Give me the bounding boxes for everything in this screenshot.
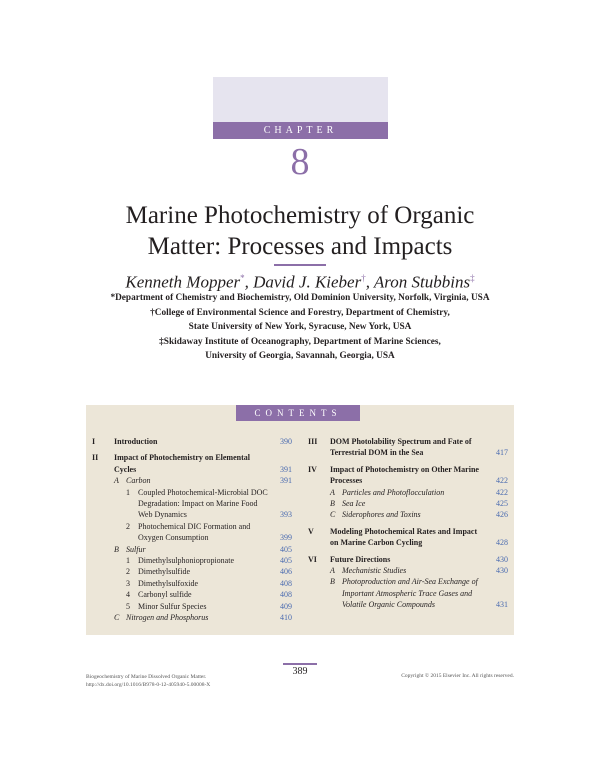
toc-entry-title: Impact of Photochemistry on Elemental Cycles <box>114 453 250 474</box>
toc-entry[interactable] <box>308 576 508 610</box>
toc-entry-title: Dimethylsulfide <box>138 567 190 577</box>
toc-entry-number: 5 <box>126 601 130 611</box>
toc-entry[interactable] <box>308 464 508 487</box>
toc-entry-page[interactable]: 405 <box>280 544 292 554</box>
affiliation-line: State University of New York, Syracuse, New York, USA <box>188 322 412 332</box>
toc-entry[interactable] <box>308 498 508 509</box>
affiliation-line: ‡Skidaway Institute of Oceanography, Department of Marine Sciences, <box>159 336 441 347</box>
chapter-number: 8 <box>290 141 310 183</box>
toc-entry-number: VI <box>308 554 317 564</box>
toc-entry-page[interactable]: 425 <box>496 499 508 509</box>
affiliation-line: †College of Environmental Science and Forestry, Department of Chemistry, <box>150 307 450 318</box>
author-list: Kenneth Mopper*, David J. Kieber†, Aron Stubbins‡ <box>125 272 475 292</box>
toc-entry-title: Coupled Photochemical-Microbial DOC Degradation: Impact on Marine Food Web Dynamics <box>138 487 268 520</box>
toc-entry-number: II <box>92 453 99 463</box>
affiliations <box>30 291 570 364</box>
toc-entry-page[interactable]: 430 <box>496 566 508 576</box>
toc-entry-number: B <box>330 577 335 587</box>
toc-entry-number: 2 <box>126 521 130 531</box>
title-line-2: Matter: Processes and Impacts <box>147 233 453 260</box>
toc-entry-title: DOM Photolability Spectrum and Fate of Terrestrial DOM in the Sea <box>330 437 472 458</box>
toc-entry-page[interactable]: 428 <box>496 538 508 548</box>
toc-entry-page[interactable]: 405 <box>280 556 292 566</box>
toc-entry[interactable] <box>308 554 508 565</box>
toc-entry[interactable] <box>92 475 292 486</box>
toc-entry-page[interactable]: 391 <box>280 476 292 486</box>
author-name: David J. Kieber <box>253 272 362 292</box>
toc-entry-title: Sea Ice <box>342 499 366 509</box>
toc-entry[interactable] <box>308 565 508 576</box>
toc-entry-page[interactable]: 409 <box>280 601 292 611</box>
toc-entry-number: A <box>114 476 119 486</box>
footer-citation <box>86 673 210 689</box>
toc-entry-number: C <box>330 510 336 520</box>
toc-left-column <box>92 436 292 624</box>
toc-entry-page[interactable]: 393 <box>280 510 292 520</box>
toc-entry-page[interactable]: 390 <box>280 437 292 446</box>
toc-entry[interactable] <box>92 487 292 521</box>
page-number-rule <box>283 663 317 665</box>
toc-entry-title: Nitrogen and Phosphorus <box>126 613 209 623</box>
toc-entry-title: Modeling Photochemical Rates and Impact on Marine Carbon Cycling <box>330 526 478 548</box>
toc-entry[interactable] <box>92 452 292 475</box>
toc-entry-title: Sulfur <box>126 544 146 554</box>
toc-entry-number: III <box>308 437 318 446</box>
toc-entry[interactable] <box>92 436 292 447</box>
toc-entry-title: Photoproduction and Air-Sea Exchange of Important Atmospheric Trace Gases and Volatile Organic Compounds <box>342 577 478 610</box>
contents-label: CONTENTS <box>236 405 360 421</box>
author-name: Aron Stubbins <box>373 272 471 292</box>
toc-entry-title: Particles and Photoflocculation <box>342 487 445 497</box>
toc-entry-number: 1 <box>126 556 130 566</box>
author-mark: † <box>361 273 366 283</box>
toc-entry-number: 2 <box>126 567 130 577</box>
footer-doi[interactable]: http://dx.doi.org/10.1016/B978-0-12-405940-5.00008-X <box>86 682 211 688</box>
toc-entry-number: B <box>330 499 335 509</box>
toc-entry[interactable] <box>308 509 508 520</box>
toc-entry[interactable] <box>308 526 508 549</box>
toc-entry-page[interactable]: 422 <box>496 487 508 497</box>
affiliation-line: *Department of Chemistry and Biochemistry, Old Dominion University, Norfolk, Virginia, USA <box>110 293 490 303</box>
toc-entry-number: A <box>330 566 335 576</box>
toc-entry-title: Dimethylsulphoniopropionate <box>138 556 234 566</box>
toc-entry-title: Siderophores and Toxins <box>342 510 421 520</box>
toc-entry-number: 3 <box>126 578 130 588</box>
toc-entry-number: 4 <box>126 590 130 600</box>
toc-entry-page[interactable]: 426 <box>496 510 508 520</box>
toc-entry[interactable] <box>308 487 508 498</box>
toc-entry-title: Photochemical DIC Formation and Oxygen Consumption <box>138 521 251 543</box>
toc-entry-title: Introduction <box>114 437 158 446</box>
toc-entry-number: C <box>114 613 120 623</box>
toc-right-column <box>308 436 508 611</box>
toc-entry[interactable] <box>308 436 508 459</box>
toc-entry[interactable] <box>92 521 292 544</box>
title-rule <box>274 264 326 266</box>
footer-copyright: Copyright © 2015 Elsevier Inc. All rights reserved. <box>401 673 514 679</box>
toc-entry-page[interactable]: 399 <box>280 533 292 543</box>
toc-entry-page[interactable]: 431 <box>496 600 508 610</box>
toc-entry-title: Minor Sulfur Species <box>138 601 207 611</box>
toc-entry-page[interactable]: 408 <box>280 590 292 600</box>
page-number: 389 <box>292 666 308 677</box>
toc-entry-number: B <box>114 544 119 554</box>
toc-entry-number: 1 <box>126 487 130 497</box>
toc-entry-title: Dimethylsulfoxide <box>138 578 198 588</box>
author-name: Kenneth Mopper <box>125 272 241 292</box>
chapter-label: CHAPTER <box>213 122 388 139</box>
toc-entry-page[interactable]: 430 <box>496 554 508 564</box>
toc-entry-title: Impact of Photochemistry on Other Marine Processes <box>330 464 479 486</box>
toc-entry-title: Carbonyl sulfide <box>138 590 192 600</box>
footer-book: Biogeochemistry of Marine Dissolved Organic Matter. <box>86 674 207 680</box>
toc-entry-number: V <box>308 526 314 536</box>
toc-entry-page[interactable]: 408 <box>280 578 292 588</box>
toc-entry-page[interactable]: 391 <box>280 464 292 474</box>
author-mark: ‡ <box>470 273 475 283</box>
toc-entry-number: A <box>330 487 335 497</box>
toc-entry-title: Mechanistic Studies <box>342 566 407 576</box>
toc-entry[interactable] <box>92 601 292 612</box>
author-mark: * <box>240 273 245 283</box>
chapter-title <box>40 200 560 262</box>
toc-entry-number: I <box>92 437 96 446</box>
affiliation-line: University of Georgia, Savannah, Georgia, USA <box>205 351 395 361</box>
toc-entry-title: Carbon <box>126 476 151 486</box>
toc-entry[interactable] <box>92 555 292 566</box>
chapter-header-box <box>213 77 388 122</box>
toc-entry-page[interactable]: 410 <box>280 613 292 623</box>
toc-entry[interactable] <box>92 589 292 600</box>
toc-entry-title: Future Directions <box>330 554 391 564</box>
toc-entry-page[interactable]: 406 <box>280 567 292 577</box>
toc-entry-number: IV <box>308 464 317 474</box>
toc-entry[interactable] <box>92 612 292 623</box>
toc-entry[interactable] <box>92 578 292 589</box>
toc-entry-page[interactable]: 417 <box>496 448 508 458</box>
toc-entry-page[interactable]: 422 <box>496 476 508 486</box>
title-line-1: Marine Photochemistry of Organic <box>125 202 475 229</box>
toc-entry[interactable] <box>92 566 292 577</box>
toc-entry[interactable] <box>92 544 292 555</box>
